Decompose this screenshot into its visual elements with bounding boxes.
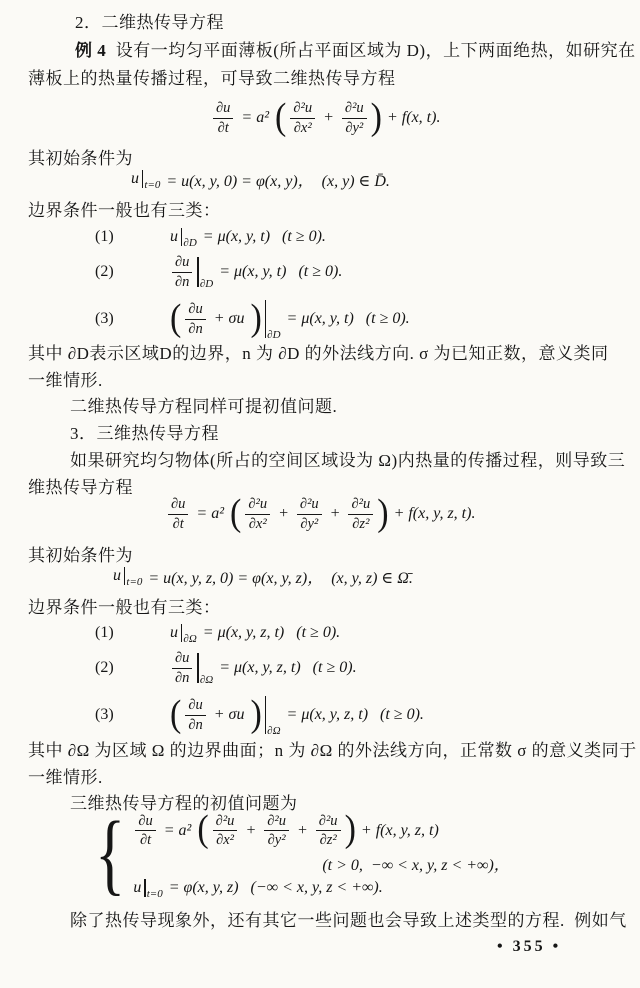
left-paren: ( bbox=[197, 809, 209, 851]
right-paren: ) bbox=[250, 693, 262, 735]
evaluation-subscript: ∂D bbox=[199, 278, 214, 290]
example-4-text: 设有一均匀平面薄板(所占平面区域为 D)，上下两面绝热，如研究在 bbox=[106, 41, 636, 60]
remark-3d-line1: 其中 ∂Ω 为区域 Ω 的边界曲面；n 为 ∂Ω 的外法线方向，正常数 σ 的意义类同于 bbox=[28, 741, 637, 760]
ivp-intro-3d: 三维热传导方程的初值问题为 bbox=[70, 794, 298, 813]
section-3d-line2: 维热传导方程 bbox=[28, 478, 133, 497]
evaluation-at bbox=[181, 228, 197, 249]
frac-numerator: ∂u bbox=[185, 300, 205, 319]
fraction-du-dt bbox=[168, 495, 188, 532]
evaluation-at bbox=[142, 170, 161, 191]
fraction-du-dt bbox=[213, 99, 233, 136]
frac-denominator: ∂y² bbox=[345, 119, 364, 136]
evaluation-bar bbox=[142, 170, 143, 188]
frac-denominator: ∂t bbox=[217, 119, 229, 136]
closing-paragraph-line: 除了热传导现象外，还有其它一些问题也会导致上述类型的方程. 例如气 bbox=[70, 911, 627, 930]
right-paren: ) bbox=[377, 492, 389, 534]
evaluation-bar bbox=[265, 300, 266, 338]
evaluation-at bbox=[265, 696, 281, 737]
frac-denominator: ∂z² bbox=[319, 832, 337, 849]
boundary-condition-3-3d bbox=[95, 692, 424, 738]
fraction-du-dt bbox=[135, 812, 155, 849]
fraction-d2u-dz2 bbox=[316, 812, 341, 849]
u-variable: u bbox=[131, 170, 139, 187]
remark-2d-line1: 其中 ∂D表示区域D的边界，n 为 ∂D 的外法线方向. σ 为已知正数，意义类同 bbox=[28, 344, 609, 363]
remark-2d-line2: 一维情形. bbox=[28, 371, 103, 390]
equation-tail: = μ(x, y, t) (t ≥ 0). bbox=[202, 228, 326, 245]
evaluation-subscript: ∂D bbox=[183, 237, 197, 249]
equation-number: (1) bbox=[95, 624, 114, 641]
right-paren: ) bbox=[370, 96, 382, 138]
fraction-d2u-dx2 bbox=[245, 495, 270, 532]
equation-heat-3d bbox=[165, 490, 475, 538]
fraction-d2u-dy2 bbox=[297, 495, 322, 532]
frac-denominator: ∂x² bbox=[216, 832, 235, 849]
plus-operator: + bbox=[297, 821, 308, 839]
equation-system-ivp-3d bbox=[90, 803, 510, 905]
frac-numerator: ∂²u bbox=[297, 495, 322, 514]
fraction-d2u-dz2 bbox=[348, 495, 373, 532]
equals-a-squared: = a² bbox=[163, 821, 192, 839]
evaluation-bar bbox=[144, 879, 145, 897]
equation-initial-3d bbox=[112, 563, 413, 589]
left-paren: ( bbox=[170, 693, 182, 735]
fraction-du-dn bbox=[185, 300, 205, 337]
initial-condition-intro-2d: 其初始条件为 bbox=[28, 149, 133, 168]
equation-initial-2d bbox=[130, 166, 390, 192]
frac-denominator: ∂t bbox=[139, 832, 152, 849]
evaluation-at bbox=[197, 257, 214, 290]
frac-numerator: ∂²u bbox=[342, 99, 367, 118]
equation-tail: = φ(x, y, z) (−∞ < x, y, z < +∞). bbox=[168, 879, 383, 897]
remark-3d-line2: 一维情形. bbox=[28, 768, 103, 787]
equation-number: (2) bbox=[95, 659, 114, 676]
frac-denominator: ∂y² bbox=[267, 832, 286, 849]
fraction-du-dn bbox=[172, 253, 192, 290]
frac-numerator: ∂²u bbox=[213, 812, 238, 831]
fraction-d2u-dy2 bbox=[264, 812, 289, 849]
evaluation-bar bbox=[265, 696, 266, 734]
frac-denominator: ∂n bbox=[175, 273, 190, 290]
section-heading-2d: 2．二维热传导方程 bbox=[75, 13, 224, 32]
equation-tail: = μ(x, y, z, t) (t ≥ 0). bbox=[202, 624, 341, 641]
system-line-3-initial bbox=[132, 879, 509, 901]
equals-a-squared: = a² bbox=[241, 109, 270, 126]
equation-number: (3) bbox=[95, 310, 114, 327]
frac-numerator: ∂u bbox=[185, 696, 205, 715]
equation-tail: = μ(x, y, t) (t ≥ 0). bbox=[286, 310, 410, 327]
system-line-1-pde bbox=[132, 809, 509, 851]
frac-numerator: ∂u bbox=[172, 253, 192, 272]
frac-numerator: ∂u bbox=[172, 649, 192, 668]
evaluation-subscript: ∂Ω bbox=[183, 633, 197, 645]
example-4-paragraph-line2: 薄板上的热量传播过程，可导致二维热传导方程 bbox=[28, 69, 396, 88]
frac-numerator: ∂²u bbox=[264, 812, 289, 831]
evaluation-at bbox=[181, 624, 197, 645]
frac-numerator: ∂u bbox=[213, 99, 233, 118]
evaluation-subscript: ∂D bbox=[267, 329, 281, 341]
left-paren: ( bbox=[275, 96, 287, 138]
frac-denominator: ∂n bbox=[175, 669, 190, 686]
note-2d-ivp: 二维热传导方程同样可提初值问题. bbox=[70, 397, 338, 416]
section-heading-3d: 3．三维热传导方程 bbox=[70, 424, 219, 443]
evaluation-bar bbox=[197, 257, 198, 287]
plus-sigma-u: + σu bbox=[213, 310, 245, 327]
fraction-d2u-dx2 bbox=[290, 99, 315, 136]
plus-operator: + bbox=[323, 109, 334, 126]
equation-heat-2d bbox=[210, 94, 440, 142]
frac-numerator: ∂²u bbox=[245, 495, 270, 514]
frac-denominator: ∂x² bbox=[293, 119, 312, 136]
initial-condition-intro-3d: 其初始条件为 bbox=[28, 546, 133, 565]
u-variable: u bbox=[170, 624, 178, 641]
evaluation-at bbox=[197, 653, 214, 686]
plus-operator: + bbox=[329, 505, 341, 522]
equation-tail: = u(x, y, z, 0) = φ(x, y, z)， (x, y, z) ∈ Ω̄. bbox=[148, 569, 413, 587]
evaluation-bar bbox=[181, 228, 182, 246]
boundary-condition-2-2d bbox=[95, 250, 342, 294]
equation-tail: + f(x, y, z, t). bbox=[393, 505, 476, 522]
u-variable: u bbox=[170, 228, 178, 245]
equation-tail: = μ(x, y, z, t) (t ≥ 0). bbox=[219, 659, 357, 676]
evaluation-at bbox=[265, 300, 281, 341]
fraction-d2u-dx2 bbox=[213, 812, 238, 849]
evaluation-subscript: t=0 bbox=[146, 888, 163, 901]
system-line-2-domain: (t > 0, −∞ < x, y, z < +∞)， bbox=[322, 857, 510, 875]
frac-denominator: ∂t bbox=[172, 515, 184, 532]
boundary-condition-3-2d bbox=[95, 296, 410, 342]
example-4-paragraph-line1 bbox=[75, 40, 636, 62]
evaluation-bar bbox=[197, 653, 198, 683]
equation-tail: = μ(x, y, t) (t ≥ 0). bbox=[219, 263, 343, 280]
frac-numerator: ∂²u bbox=[290, 99, 315, 118]
boundary-condition-1-3d bbox=[95, 620, 340, 646]
plus-sigma-u: + σu bbox=[213, 706, 245, 723]
evaluation-bar bbox=[181, 624, 182, 642]
evaluation-subscript: ∂Ω bbox=[199, 674, 214, 686]
frac-denominator: ∂n bbox=[188, 716, 203, 733]
equation-number: (2) bbox=[95, 263, 114, 280]
left-paren: ( bbox=[170, 297, 182, 339]
evaluation-at bbox=[144, 879, 163, 901]
fraction-du-dn bbox=[185, 696, 205, 733]
frac-denominator: ∂z² bbox=[352, 515, 370, 532]
boundary-condition-1-2d bbox=[95, 224, 326, 250]
left-brace: { bbox=[95, 803, 126, 905]
example-4-label: 例 4 bbox=[75, 41, 107, 60]
u-variable: u bbox=[133, 879, 142, 897]
frac-numerator: ∂u bbox=[168, 495, 188, 514]
right-paren: ) bbox=[250, 297, 262, 339]
equals-a-squared: = a² bbox=[196, 505, 225, 522]
boundary-condition-2-3d bbox=[95, 646, 357, 690]
frac-numerator: ∂u bbox=[135, 812, 155, 831]
page-number: • 355 • bbox=[497, 938, 562, 955]
system-lines bbox=[132, 809, 510, 901]
equation-tail: + f(x, t). bbox=[387, 109, 441, 126]
evaluation-at bbox=[124, 567, 143, 588]
frac-denominator: ∂x² bbox=[248, 515, 267, 532]
plus-operator: + bbox=[245, 821, 257, 839]
frac-denominator: ∂y² bbox=[300, 515, 319, 532]
evaluation-bar bbox=[124, 567, 125, 585]
section-3d-line1: 如果研究均匀物体(所占的空间区域设为 Ω)内热量的传播过程，则导致三 bbox=[70, 451, 626, 470]
equation-tail: = μ(x, y, z, t) (t ≥ 0). bbox=[286, 706, 424, 723]
frac-denominator: ∂n bbox=[188, 320, 203, 337]
evaluation-subscript: ∂Ω bbox=[267, 725, 281, 737]
fraction-d2u-dy2 bbox=[342, 99, 367, 136]
boundary-conditions-intro-3d: 边界条件一般也有三类： bbox=[28, 598, 221, 617]
equation-tail: + f(x, y, z, t) bbox=[360, 821, 439, 839]
fraction-du-dn bbox=[172, 649, 192, 686]
u-variable: u bbox=[113, 567, 121, 584]
evaluation-subscript: t=0 bbox=[144, 179, 161, 191]
boundary-conditions-intro-2d: 边界条件一般也有三类： bbox=[28, 201, 221, 220]
equation-number: (1) bbox=[95, 228, 114, 245]
right-paren: ) bbox=[344, 809, 356, 851]
left-paren: ( bbox=[230, 492, 242, 534]
evaluation-subscript: t=0 bbox=[126, 576, 143, 588]
frac-numerator: ∂²u bbox=[348, 495, 373, 514]
frac-numerator: ∂²u bbox=[316, 812, 341, 831]
equation-number: (3) bbox=[95, 706, 114, 723]
plus-operator: + bbox=[278, 505, 289, 522]
equation-tail: = u(x, y, 0) = φ(x, y)， (x, y) ∈ D̄. bbox=[166, 172, 390, 190]
